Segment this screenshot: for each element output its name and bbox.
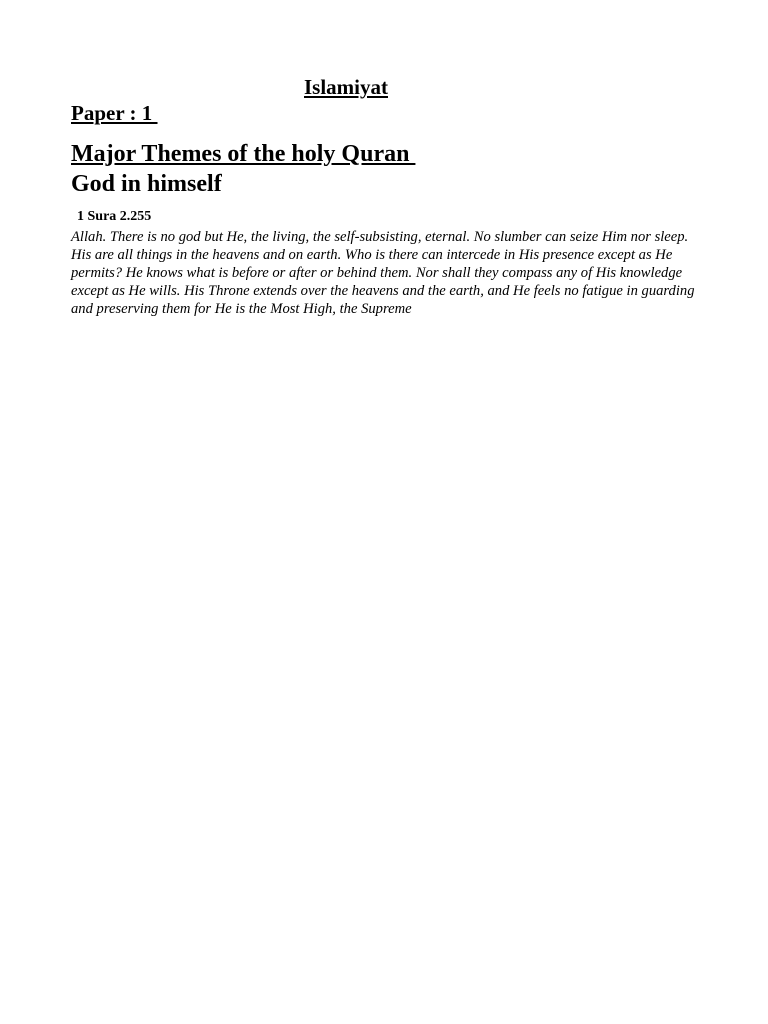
verse-text: Allah. There is no god but He, the living, the self-subsisting, eternal. No slumber can seize Him nor sleep. His are all things in the heavens and on earth. Who is there can intercede in His presence except as He permits? He knows what is before or after or behind them. Nor shall they compass any of His knowledge except as He wills. His Throne extends over the heavens and the earth, and He feels no fatigue in guarding and preserving them for He is the Most High, the Supreme (71, 229, 695, 317)
paper-label: Paper : 1 (71, 101, 158, 125)
verse-reference: 1 Sura 2.255 (77, 209, 152, 224)
theme-heading: Major Themes of the holy Quran (71, 141, 416, 167)
subtheme-heading: God in himself (71, 171, 222, 197)
document-title: Islamiyat (304, 75, 388, 99)
